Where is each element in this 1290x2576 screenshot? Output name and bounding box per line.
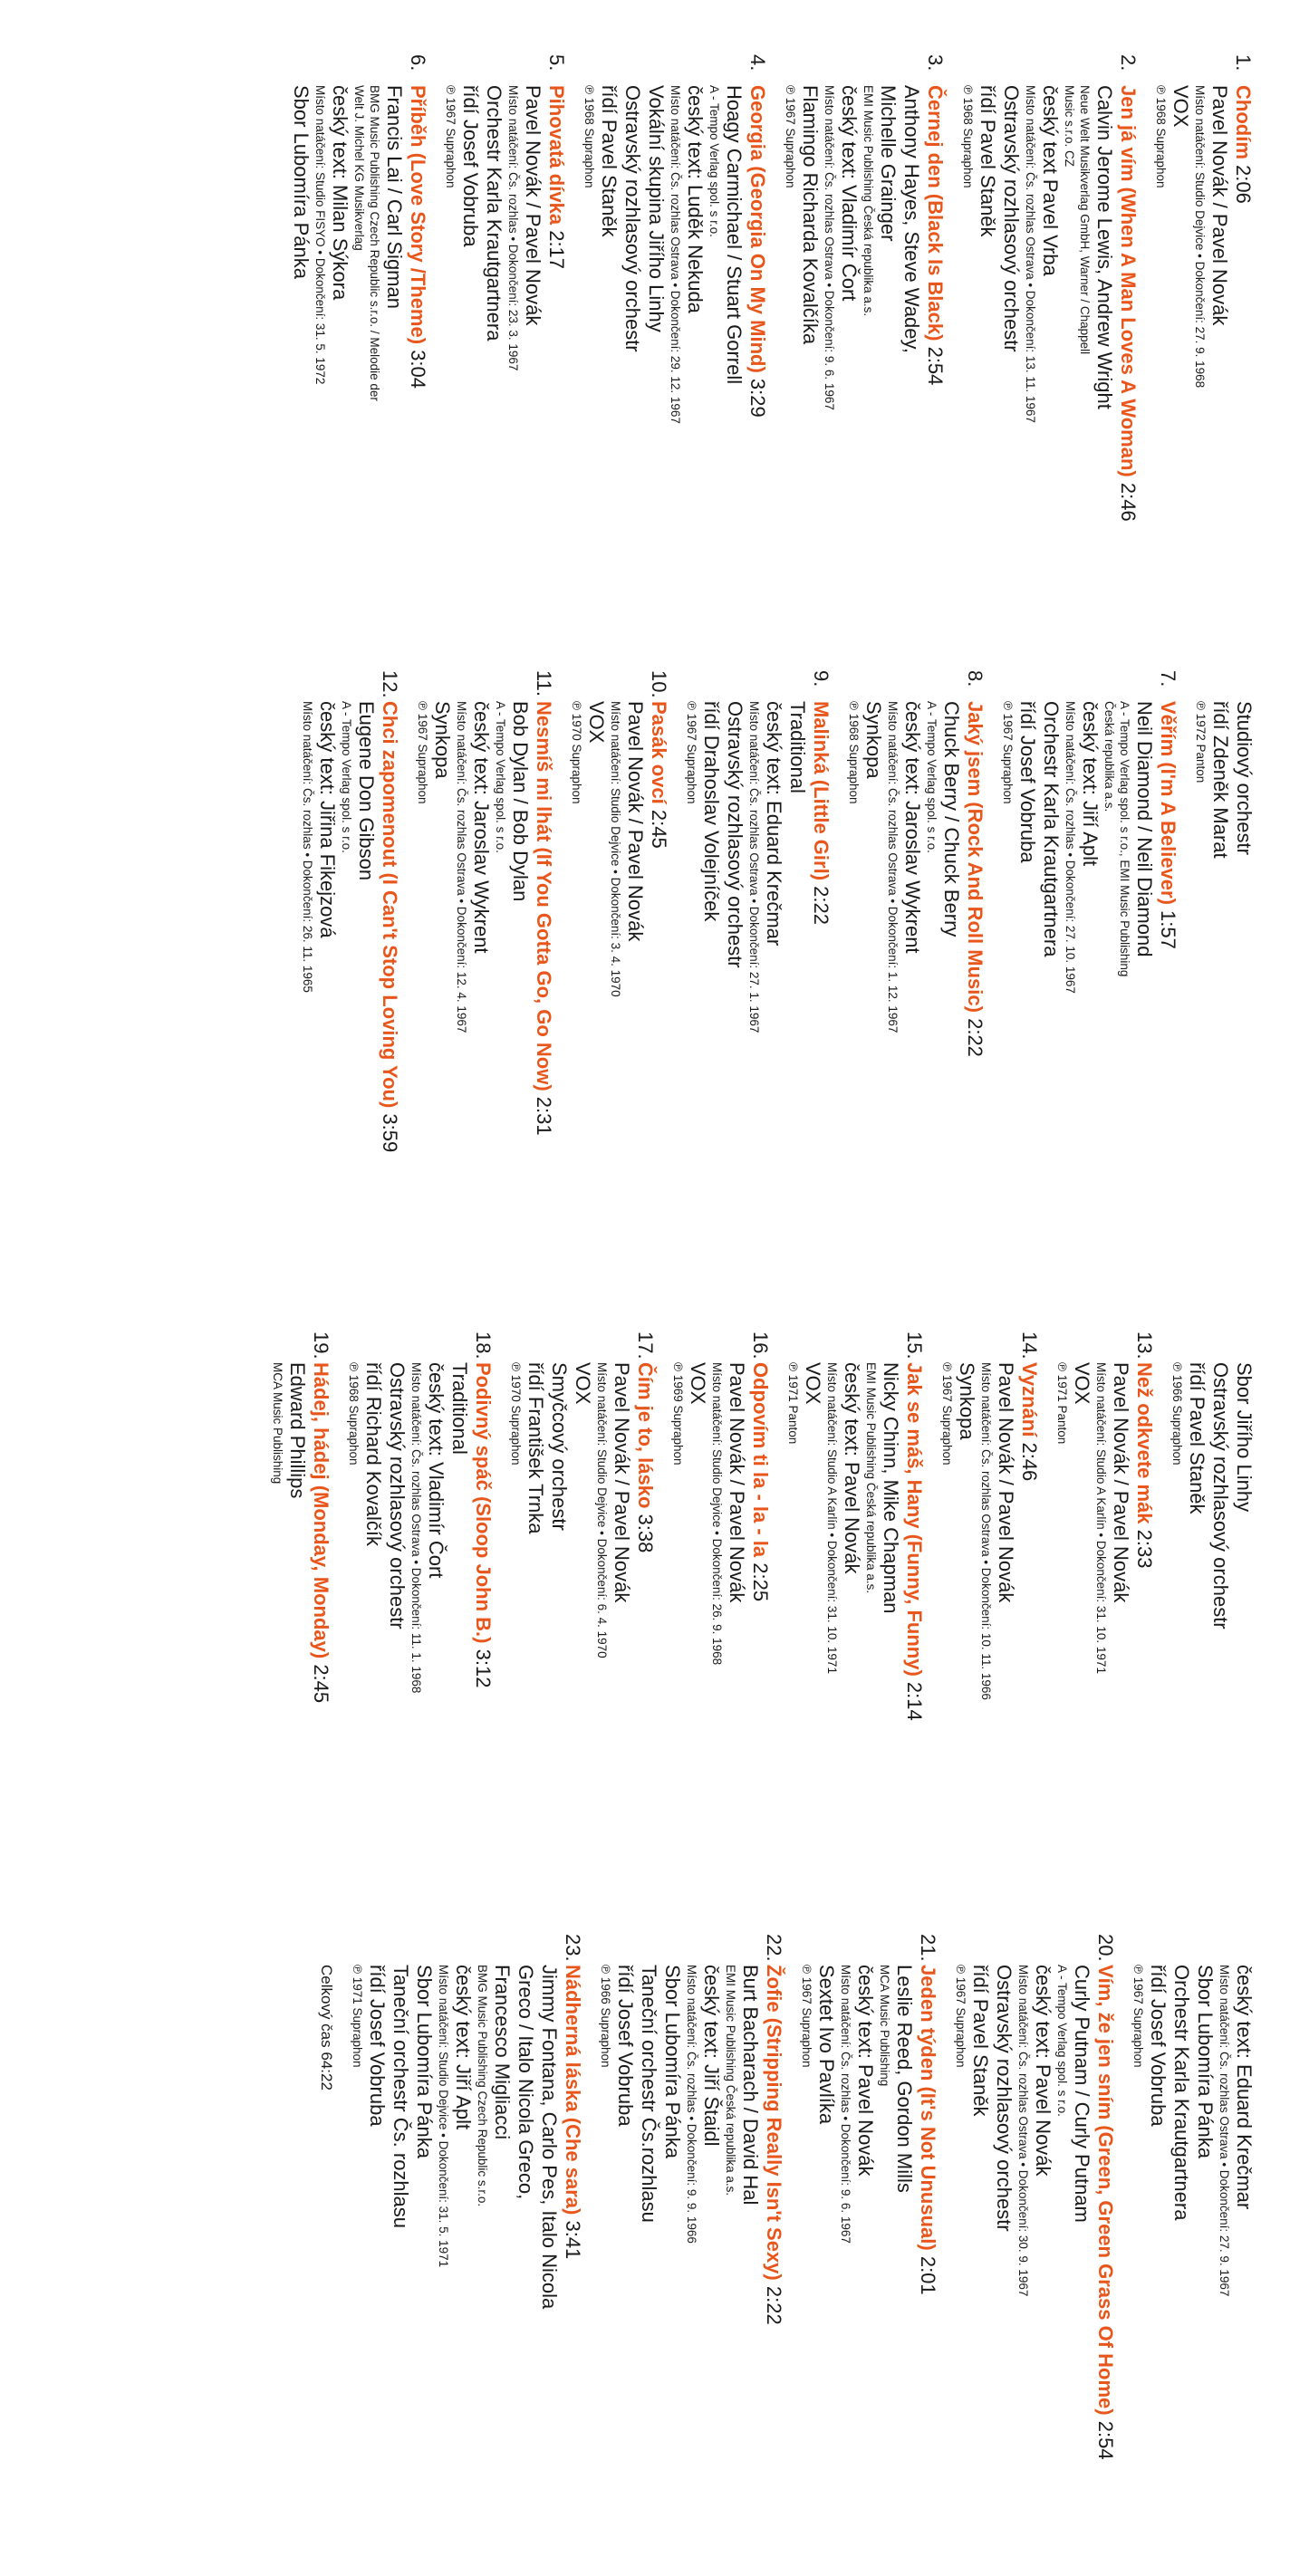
credit-line: český text: Pavel Novák	[854, 1965, 877, 2177]
credit-note: ℗ 1967 Supraphon	[784, 85, 797, 188]
credit-line: Calvin Jerome Lewis, Andrew Wright	[1093, 85, 1116, 409]
credit-line: VOX	[572, 1362, 594, 1405]
track-duration: 3:38	[634, 1514, 657, 1553]
credit-line: řídí Richard Kovalčík	[362, 1362, 385, 1546]
track-title: Nádherná láska (Che sara)	[562, 1965, 584, 2216]
track-entry	[1000, 670, 1180, 1250]
track-title: Černej den (Black Is Black)	[924, 85, 947, 341]
credit-line: Ostravský rozhlasový orchestr	[386, 1362, 409, 1629]
credit-note: MCA Music Publishing	[878, 1965, 891, 2087]
track-duration: 2:22	[810, 886, 833, 925]
track-duration: 2:06	[1232, 165, 1255, 204]
track-title-row	[1231, 85, 1256, 634]
credit-line: Ostravský rozhlasový orchestr	[1209, 1362, 1232, 1629]
track-entry	[670, 1331, 773, 1911]
track-title-row	[1156, 701, 1180, 1250]
track-duration: 3:29	[746, 378, 769, 418]
track-title-row	[748, 1362, 773, 1911]
credit-note: ℗ 1967 Supraphon	[416, 701, 429, 804]
track-number: 6.	[407, 54, 429, 72]
credit-line: český text: Jiří Štaidl	[700, 1965, 723, 2147]
credit-line: český text: Pavel Novák	[841, 1362, 863, 1574]
credit-line: řídí Josef Vobruba	[1016, 701, 1039, 863]
credit-line: Pavel Novák / Pavel Novák	[1110, 1362, 1132, 1603]
track-duration: 2:46	[1018, 1442, 1041, 1482]
track-title-row	[762, 1965, 786, 2550]
credit-line: Edward Phillips	[286, 1362, 309, 1499]
credit-line: Michelle Grainger	[877, 85, 900, 242]
credit-note: BMG Music Publishing Czech Republic s.r.o.	[476, 1965, 489, 2207]
track-number: 20.	[1094, 1934, 1117, 1962]
credit-note: Místo natáčení: Čs. rozhlas • Dokončení: 26. 11. 1965	[301, 701, 314, 993]
credit-line: český text: Eduard Krečmar	[1233, 1965, 1256, 2210]
credit-line: řídí Pavel Staněk	[598, 85, 621, 237]
credit-note: Music s.r.o. CZ	[1063, 85, 1076, 168]
credit-line: český text: Pavel Novák	[1032, 1965, 1054, 2177]
credit-line: Synkopa	[956, 1362, 978, 1440]
track-duration: 1:57	[1157, 910, 1179, 949]
track-title-row	[746, 85, 770, 634]
credit-line: český text: Jaroslav Wykrent	[901, 701, 924, 954]
track-title: Žofie (Stripping Really Isn't Sexy)	[763, 1965, 785, 2281]
track-title: Nesmíš mi lhát (If You Gotta Go, Go Now)	[533, 701, 555, 1091]
track-duration: 2:45	[310, 1664, 332, 1704]
credit-line: Pavel Novák / Pavel Novák	[522, 85, 544, 326]
track-duration: 2:45	[648, 809, 670, 849]
credit-note: EMI Music Publishing Česká republika a.s.	[724, 1965, 737, 2196]
credit-note: ℗ 1971 Supraphon	[351, 1965, 364, 2068]
track-number: 16.	[749, 1331, 772, 1360]
credit-note: ℗ 1971 Panton	[1055, 1362, 1069, 1445]
credit-line: řídí Drahoslav Volejníček	[700, 701, 723, 922]
credit-line: řídí Josef Vobruba	[366, 1965, 389, 2127]
credit-line: Burt Bacharach / David Hal	[739, 1965, 762, 2206]
credit-line: Jimmy Fontana, Carlo Pes, Italo Nicola	[538, 1965, 561, 2310]
continued-credits	[1131, 1965, 1256, 2550]
credit-note: Místo natáčení: Čs. rozhlas Ostrava • Dokončení: 11. 1. 1968	[409, 1362, 423, 1694]
track-title: Vím, že jen sním (Green, Green Grass Of Home)	[1094, 1965, 1117, 2416]
credit-line: Synkopa	[862, 701, 885, 779]
track-title-row	[378, 701, 402, 1250]
track-title: Pasák ovcí	[648, 701, 670, 804]
credit-note: Neue Welt Musikverlag GmbH, Warner / Chappell	[1078, 85, 1092, 355]
track-duration: 2:46	[1117, 482, 1140, 522]
credit-note: ℗ 1967 Supraphon	[1001, 701, 1015, 804]
credit-line: Traditional	[786, 701, 809, 793]
credit-line: český text: Luděk Nekuda	[684, 85, 707, 313]
credit-line: Taneční orchestr Čs.rozhlasu	[638, 1965, 660, 2223]
continued-credits	[1193, 701, 1256, 1250]
track-title-row	[1093, 1965, 1118, 2550]
credit-line: český text: Eduard Krečmar	[763, 701, 785, 947]
credit-line: řídí Pavel Staněk	[977, 85, 999, 237]
credit-note: ℗ 1967 Supraphon	[444, 85, 457, 188]
credit-line: Ostravský rozhlasový orchestr	[993, 1965, 1016, 2232]
track-entry	[508, 1331, 658, 1911]
track-duration: 3:41	[562, 2220, 584, 2260]
credit-line: Ostravský rozhlasový orchestr	[1000, 85, 1023, 352]
track-entry	[300, 670, 402, 1250]
credit-note: ℗ 1968 Supraphon	[961, 85, 975, 188]
track-entry	[783, 54, 948, 634]
credit-line: Ostravský rozhlasový orchestr	[621, 85, 644, 352]
track-entry	[346, 1331, 496, 1911]
credit-note: Česká republika a.s.	[1102, 701, 1116, 812]
track-number: 11.	[533, 670, 555, 697]
credit-line: Vokální skupina Jiřího Linhy	[645, 85, 668, 332]
track-duration: 2:14	[903, 1681, 926, 1721]
track-title: Jaký jsem (Rock And Roll Music)	[964, 701, 987, 1013]
track-title-row	[902, 1362, 927, 1911]
credit-line: Smyčcový orchestr	[548, 1362, 571, 1531]
credit-note: A - Tempo Verlag spol. s r.o.	[340, 701, 353, 853]
credit-line: Sextet Ivo Pavlíka	[815, 1965, 838, 2125]
track-title: Jak se máš, Hany (Funny, Funny)	[903, 1362, 926, 1677]
credit-line: Bob Dylan / Bob Dylan	[509, 701, 532, 902]
track-duration: 2:22	[763, 2285, 785, 2325]
credit-line: Orchestr Karla Krautgartnera	[1040, 701, 1063, 957]
credit-line: Sbor Lubomíra Pánka	[290, 85, 313, 280]
credit-line: Eugene Don Gibson	[355, 701, 378, 881]
credit-line: VOX	[687, 1362, 709, 1405]
track-entry	[443, 54, 569, 634]
credit-note: ℗ 1970 Supraphon	[509, 1362, 523, 1466]
track-entry	[960, 54, 1141, 634]
track-entry	[569, 670, 671, 1250]
track-title-row	[561, 1965, 585, 2550]
credit-note: A - Tempo Verlag spol. s r.o., EMI Music Publishing	[1118, 701, 1131, 977]
credit-line: řídí František Trnka	[525, 1362, 547, 1534]
credit-line: Pavel Novák / Pavel Novák	[624, 701, 647, 942]
credit-line: český text: Vladimír Čort	[838, 85, 861, 302]
credit-line: Anthony Hayes, Steve Wadey,	[900, 85, 923, 353]
track-duration: 2:01	[917, 2255, 939, 2295]
credit-note: Místo natáčení: Čs. rozhlas Ostrava • Dokončení: 10. 11. 1966	[979, 1362, 993, 1700]
total-time: Celkový čas 64:22	[318, 1965, 335, 2091]
track-title-row	[309, 1362, 333, 1911]
track-title: Malinká (Little Girl)	[810, 701, 833, 881]
column-3	[257, 1331, 1256, 1911]
track-duration: 2:54	[924, 346, 947, 386]
track-entry	[953, 1934, 1118, 2550]
track-title: Podivný spáč (Sloop John B.)	[472, 1362, 495, 1644]
track-title-row	[1116, 85, 1141, 634]
track-duration: 2:54	[1094, 2420, 1117, 2460]
track-entry	[785, 1331, 927, 1911]
credit-line: Pavel Novák / Pavel Novák	[995, 1362, 1017, 1603]
credit-line: český text: Milan Sýkora	[329, 85, 351, 301]
credit-note: Místo natáčení: Čs. rozhlas • Dokončení: 27. 10. 1967	[1064, 701, 1077, 994]
track-title: Hádej, hádej (Monday, Monday)	[310, 1362, 332, 1659]
credit-note: EMI Music Publishing Česká republika a.s.	[862, 85, 875, 317]
track-number: 5.	[545, 54, 568, 72]
credit-line: Chuck Berry / Chuck Berry	[940, 701, 963, 937]
credit-line: český text: Jiří Aplt	[452, 1965, 475, 2130]
credit-note: Místo natáčení: Čs. rozhlas Ostrava • Dokončení: 9. 6. 1967	[823, 85, 836, 410]
track-entry	[270, 1331, 333, 1911]
credit-note: ℗ 1967 Supraphon	[800, 1965, 813, 2068]
credit-line: řídí Pavel Staněk	[1186, 1362, 1208, 1514]
credit-line: VOX	[1170, 85, 1192, 128]
credit-line: VOX	[585, 701, 608, 744]
credit-line: český text: Jiřina Fikejzová	[316, 701, 339, 938]
credit-note: Místo natáčení: Čs. rozhlas Ostrava • Dokončení: 12. 4. 1967	[455, 701, 468, 1033]
credit-line: Sbor Lubomíra Pánka	[661, 1965, 684, 2159]
credit-note: Místo natáčení: Studio Dejvice • Dokončení: 31. 5. 1971	[437, 1965, 450, 2268]
track-title-row	[647, 701, 671, 1250]
track-number: 4.	[746, 54, 769, 72]
track-entry	[598, 1934, 786, 2550]
credit-line: Hoagy Carmichael / Stuart Gorrell	[723, 85, 746, 385]
track-title-row	[544, 85, 569, 634]
credit-note: Welt J. Michel KG Musikverlag	[352, 85, 366, 251]
credit-line: Flamingo Richarda Kovalčíka	[799, 85, 822, 345]
credit-line: Greco / Italo Nicola Greco,	[515, 1965, 537, 2200]
column-2	[287, 670, 1256, 1250]
track-duration: 2:25	[749, 1562, 772, 1602]
credit-note: ℗ 1966 Supraphon	[599, 1965, 612, 2068]
credit-note: ℗ 1967 Supraphon	[685, 701, 698, 804]
track-number: 3.	[924, 54, 947, 72]
credit-note: Místo natáčení: Čs. rozhlas • Dokončení: 23. 3. 1967	[506, 85, 520, 371]
track-number: 9.	[810, 670, 833, 687]
track-title-row	[1017, 1362, 1042, 1911]
track-duration: 2:33	[1133, 1529, 1156, 1569]
track-title: Odpovím ti la - la - la	[749, 1362, 772, 1558]
credit-note: ℗ 1967 Supraphon	[1131, 1965, 1145, 2068]
credit-line: český text: Jiří Aplt	[1079, 701, 1102, 867]
credit-note: A - Tempo Verlag spol. s r.o.	[1055, 1965, 1069, 2117]
credit-line: VOX	[802, 1362, 824, 1405]
credit-note: ℗ 1966 Supraphon	[1170, 1362, 1184, 1466]
track-number: 2.	[1117, 54, 1140, 72]
continued-credits	[1170, 1362, 1256, 1911]
credit-line: Pavel Novák / Pavel Novák	[1208, 85, 1231, 326]
credit-line: řídí Josef Vobruba	[1147, 1965, 1170, 2127]
credit-note: Místo natáčení: Čs. rozhlas Ostrava • Dokončení: 30. 9. 1967	[1016, 1965, 1030, 2297]
credit-line: Pavel Novák / Pavel Novák	[726, 1362, 748, 1603]
track-duration: 2:17	[545, 230, 568, 270]
track-title: Příběh (Love Story /Theme)	[407, 85, 429, 345]
credit-note: Místo natáčení: Čs. rozhlas Ostrava • Dokončení: 13. 11. 1967	[1024, 85, 1037, 423]
track-title: Jeden týden (It's Not Unusual)	[917, 1965, 939, 2251]
track-title: Než odkvete mák	[1133, 1362, 1156, 1524]
credit-note: ℗ 1968 Supraphon	[1154, 85, 1168, 188]
credit-line: český text: Vladimír Čort	[425, 1362, 448, 1579]
track-number: 13.	[1133, 1331, 1156, 1360]
track-number: 8.	[964, 670, 987, 687]
track-title: Jen já vím (When A Man Loves A Woman)	[1117, 85, 1140, 477]
track-title-row	[809, 701, 833, 1250]
credit-note: Místo natáčení: Čs. rozhlas Ostrava • Dokončení: 29. 12. 1967	[669, 85, 682, 424]
track-entry	[1054, 1331, 1157, 1911]
track-entry	[846, 670, 987, 1250]
credit-note: ℗ 1969 Supraphon	[671, 1362, 685, 1466]
credit-line: Francis Lai / Carl Sigman	[383, 85, 406, 309]
credit-note: Místo natáčení: Studio FISYO • Dokončení: 31. 5. 1972	[313, 85, 327, 385]
credit-line: Traditional	[448, 1362, 471, 1455]
credit-note: Místo natáčení: Studio Dejvice • Dokončení: 6. 4. 1970	[595, 1362, 609, 1658]
credit-note: BMG Music Publishing Czech Republic s.r.o. / Melodie der	[368, 85, 381, 401]
credit-note: ℗ 1972 Panton	[1194, 701, 1208, 783]
track-title-row	[916, 1965, 940, 2550]
track-title-row	[963, 701, 987, 1250]
track-title: Pihovatá dívka	[545, 85, 568, 226]
credit-line: řídí Josef Vobruba	[459, 85, 482, 247]
credit-note: ℗ 1967 Supraphon	[940, 1362, 954, 1466]
track-title-row	[633, 1362, 658, 1911]
credit-note: A - Tempo Verlag spol. s r.o.	[925, 701, 939, 853]
track-entry	[799, 1934, 940, 2550]
track-entry	[939, 1331, 1042, 1911]
track-entry	[289, 54, 430, 634]
credit-note: Místo natáčení: Čs. rozhlas Ostrava • Dokončení: 1. 12. 1967	[886, 701, 900, 1033]
track-number: 14.	[1018, 1331, 1041, 1360]
credit-line: Nicky Chinn, Mike Chapman	[880, 1362, 902, 1614]
credit-note: ℗ 1968 Supraphon	[847, 701, 861, 804]
credit-note: A - Tempo Verlag spol. s r.o.	[708, 85, 721, 237]
track-number: 21.	[917, 1934, 939, 1962]
credit-line: český text: Jaroslav Wykrent	[470, 701, 493, 954]
track-title: Věřím (I'm A Believer)	[1157, 701, 1179, 905]
credit-note: A - Tempo Verlag spol. s r.o.	[494, 701, 507, 853]
credit-note: Místo natáčení: Čs. rozhlas Ostrava • Dokončení: 27. 9. 1967	[1218, 1965, 1231, 2297]
track-number: 12.	[379, 670, 401, 698]
track-title-row	[923, 85, 948, 634]
credit-line: Synkopa	[431, 701, 454, 779]
track-title-row	[471, 1362, 496, 1911]
track-entry	[582, 54, 770, 634]
credit-line: řídí Pavel Staněk	[969, 1965, 992, 2117]
track-entry	[1153, 54, 1256, 634]
credit-note: ℗ 1967 Supraphon	[954, 1965, 968, 2068]
credit-note: ℗ 1968 Supraphon	[582, 85, 596, 188]
track-title: Chci zapomenout (I Can't Stop Loving You)	[379, 701, 401, 1109]
credit-line: Francesco Migliacci	[491, 1965, 514, 2140]
credit-note: Místo natáčení: Studio Dejvice • Dokončení: 3. 4. 1970	[609, 701, 622, 997]
track-number: 17.	[634, 1331, 657, 1360]
track-duration: 2:31	[533, 1096, 555, 1136]
track-duration: 3:04	[407, 350, 429, 389]
credit-line: český text Pavel Vrba	[1039, 85, 1062, 276]
credit-line: Taneční orchestr Čs. rozhlasu	[390, 1965, 412, 2229]
credit-note: ℗ 1970 Supraphon	[570, 701, 583, 804]
credit-line: Orchestr Karla Krautgartnera	[1170, 1965, 1193, 2221]
credit-note: ℗ 1971 Panton	[786, 1362, 800, 1445]
credit-line: řídí Zdeněk Marat	[1209, 701, 1232, 859]
credit-line: VOX	[1071, 1362, 1093, 1405]
track-number: 1.	[1232, 54, 1255, 72]
track-title-row	[406, 85, 430, 634]
credit-note: Místo natáčení: Čs. rozhlas • Dokončení: 9. 9. 1966	[685, 1965, 698, 2244]
credit-line: Sbor Lubomíra Pánka	[413, 1965, 436, 2159]
track-title: Vyznání	[1018, 1362, 1041, 1437]
column-4	[315, 1934, 1256, 2550]
track-number: 23.	[562, 1934, 584, 1962]
track-number: 10.	[648, 670, 670, 698]
track-title: Georgia (Georgia On My Mind)	[746, 85, 769, 373]
credit-note: ℗ 1968 Supraphon	[347, 1362, 361, 1466]
track-entry	[350, 1934, 585, 2550]
credit-note: Místo natáčení: Studio Dejvice • Dokončení: 26. 9. 1968	[710, 1362, 724, 1666]
credit-line: Sbor Lubomíra Pánka	[1194, 1965, 1217, 2159]
track-duration: 3:59	[379, 1113, 401, 1153]
credit-line: řídí Josef Vobruba	[614, 1965, 637, 2127]
credit-line: Leslie Reed, Gordon Mills	[893, 1965, 916, 2193]
track-number: 19.	[310, 1331, 332, 1360]
credit-note: Místo natáčení: Čs. rozhlas Ostrava • Dokončení: 27. 1. 1967	[747, 701, 761, 1033]
credit-note: Místo natáčení: Studio A Karlín • Dokončení: 31. 10. 1971	[1094, 1362, 1108, 1674]
credit-note: Místo natáčení: Studio A Karlín • Dokončení: 31. 10. 1971	[825, 1362, 839, 1674]
track-entry	[415, 670, 556, 1250]
track-duration: 3:12	[472, 1648, 495, 1688]
track-title-row	[532, 701, 556, 1250]
track-entry	[684, 670, 833, 1250]
credit-line: Neil Diamond / Neil Diamond	[1133, 701, 1156, 957]
credit-line: Studiový orchestr	[1233, 701, 1256, 855]
track-number: 15.	[903, 1331, 926, 1360]
credit-line: Orchestr Karla Krautgartnera	[483, 85, 505, 341]
column-1	[276, 54, 1256, 634]
credit-note: Místo natáčení: Studio Dejvice • Dokončení: 27. 9. 1968	[1193, 85, 1207, 389]
track-number: 7.	[1157, 670, 1179, 687]
credit-note: EMI Music Publishing Česká republika a.s.	[864, 1362, 878, 1594]
credit-line: Sbor Jiřího Linhy	[1233, 1362, 1256, 1513]
track-duration: 2:22	[964, 1018, 987, 1057]
track-number: 18.	[472, 1331, 495, 1360]
track-title: Čím je to, lásko	[634, 1362, 657, 1509]
track-title-row	[1132, 1362, 1157, 1911]
credit-line: Ostravský rozhlasový orchestr	[724, 701, 746, 968]
credit-line: Curly Putnam / Curly Putnam	[1071, 1965, 1093, 2223]
credit-line: Pavel Novák / Pavel Novák	[611, 1362, 633, 1603]
track-number: 22.	[763, 1934, 785, 1962]
credit-note: MCA Music Publishing	[271, 1362, 284, 1485]
track-title: Chodím	[1232, 85, 1255, 159]
credit-note: Místo natáčení: Čs. rozhlas • Dokončení: 9. 6. 1967	[839, 1965, 852, 2244]
